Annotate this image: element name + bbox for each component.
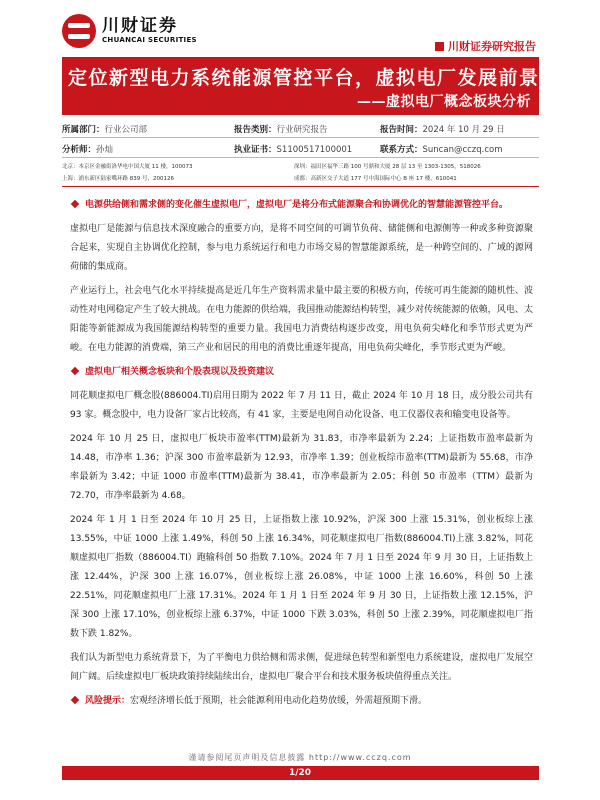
cert-value: S1100517100001 xyxy=(276,145,353,155)
page-number: 1/20 xyxy=(288,768,312,778)
footer-disclaimer[interactable]: 谨请参阅尾页声明及信息披露 http://www.cczq.com xyxy=(188,753,412,762)
report-body xyxy=(70,196,533,716)
address-chengdu: 成都：高新区交子大道 177 号中海国际中心 B 座 17 楼，610041 xyxy=(294,176,457,182)
meta-row-2 xyxy=(62,138,539,158)
summary-point-1: 电源供给侧和需求侧的变化催生虚拟电厂，虚拟电厂是将分布式能源聚合和协调优化的智慧能源管控平台。 xyxy=(70,196,533,215)
paragraph: 2024 年 1 月 1 日至 2024 年 10 月 25 日，上证指数上涨 10.92%，沪深 300 上涨 15.31%，创业板综上涨 13.55%，中证 1000 上涨 1.49%，科创 50 上涨 16.34%，同花顺虚拟电厂指数(886004.TI)上涨 3.82%，同花顺虚拟电厂指数（886004.TI）跑输科创 50 指数 7.10%。2024 年 7 月 1 日至 2024 年 9 月 30 日，上证指数上涨 12.44%，沪深 300 上涨 16.07%，创业板综上涨 26.08%，中证 1000 上涨 16.60%，科创 50 上涨 22.51%，同花顺虚拟电厂上涨 17.31%。2024 年 1 月 1 日至 2024 年 9 月 30 日，上证指数上涨 12.15%，沪深 300 上涨 17.10%，创业板综上涨 6.37%，中证 1000 下跌 3.03%，科创 50 上涨 2.39%，同花顺虚拟电厂指数下跌 1.82%。 xyxy=(70,515,533,639)
paragraph: 同花顺虚拟电厂概念股(886004.TI)启用日期为 2022 年 7 月 11 日，截止 2024 年 10 月 18 日，成分股公司共有 93 家。概念股中，电力设备厂家占比较高，有 41 家，主要是电网自动化设备、电工仪器仪表和输变电设备等。 xyxy=(70,391,533,420)
paragraph: 虚拟电厂是能源与信息技术深度融合的重要方向，是将不同空间的可调节负荷、储能侧和电源侧等一种或多种资源聚合起来，实现自主协调优化控制，参与电力系统运行和电力市场交易的智慧能源系统，是一种跨空间的、广域的源网荷储的集成商。 xyxy=(70,224,533,272)
office-addresses xyxy=(62,160,539,184)
category-value: 行业研究报告 xyxy=(276,125,328,135)
divider xyxy=(62,186,539,187)
diamond-bullet-icon xyxy=(71,200,79,208)
report-subtitle: ——虚拟电厂概念板块分析 xyxy=(357,94,531,110)
paragraph: 我们认为新型电力系统背景下，为了平衡电力供给侧和需求侧，促进绿色转型和新型电力系统建设，虚拟电厂发展空间广阔。后续虚拟电厂板块政策持续陆续出台，虚拟电厂聚合平台和技术服务板块值得重点关注。 xyxy=(70,653,533,682)
paragraph: 产业运行上，社会电气化水平持续提高是近几年生产资料需求量中最主要的积极方向，传统可再生能源的随机性、波动性对电网稳定产生了较大挑战。在电力能源的供给端，我国推动能源结构转型，减少对传统能源的依赖，风电、太阳能等新能源成为我国能源结构转型的重要力量。我国电力消费结构逐步改变，用电负荷尖峰化和季节形式更为严峻。在电力能源的消费端，第三产业和居民的用电的消费比重逐年提高，用电负荷尖峰化，季节形式更为严峻。 xyxy=(70,286,533,353)
company-logo xyxy=(62,14,197,48)
logo-icon xyxy=(62,14,96,48)
square-icon xyxy=(435,42,444,51)
analyst-label: 分析师： xyxy=(62,145,97,155)
contact-label: 联系方式： xyxy=(380,145,423,155)
cert-label: 执业证书： xyxy=(234,145,277,155)
paragraph: 2024 年 10 月 25 日，虚拟电厂板块市盈率(TTM)最新为 31.83，市净率最新为 2.24；上证指数市盈率最新为 14.48，市净率 1.36；沪深 300 市盈率最新为 12.93，市净率 1.39；创业板综市盈率(TTM)最新为 55.68，市净率最新为 3.42；中证 1000 市盈率(TTM)最新为 38.41，市净率最新为 2.05；科创 50 市盈率（TTM）最新为 72.70，市净率最新为 4.68。 xyxy=(70,434,533,501)
report-meta xyxy=(62,118,539,158)
report-type-label xyxy=(435,38,536,54)
report-header xyxy=(0,0,600,58)
category-label: 报告类别： xyxy=(234,125,277,135)
contact-value[interactable]: Suncan@cczq.com xyxy=(422,145,503,155)
diamond-bullet-icon xyxy=(71,696,79,704)
date-label: 报告时间： xyxy=(380,125,423,135)
address-shenzhen: 深圳：福田区福华三路 100 号鼎和大厦 28 层 13 至 1303-1305，518026 xyxy=(294,164,481,170)
report-title: 定位新型电力系统能源管控平台，虚拟电厂发展前景广阔 xyxy=(68,67,581,89)
date-value: 2024 年 10 月 29 日 xyxy=(422,125,505,135)
address-beijing: 北京：本京区金融街洛华电中国大厦 11 楼，100073 xyxy=(62,164,193,170)
report-type-text: 川财证券研究报告 xyxy=(448,40,536,53)
address-shanghai: 上海：浦东新区陆家嘴环路 839 号，200126 xyxy=(62,176,174,182)
analyst-value: 孙灿 xyxy=(96,145,114,155)
logo-en-text: CHUANCAI SECURITIES xyxy=(102,36,197,44)
risk-warning: 风险提示：宏观经济增长低于预期，社会能源利用电动化趋势放缓，外需超预期下滑。 xyxy=(70,692,533,711)
meta-row-1 xyxy=(62,118,539,138)
summary-point-2: 虚拟电厂相关概念板块和个股表现以及投资建议 xyxy=(70,363,533,382)
dept-label: 所属部门： xyxy=(62,125,105,135)
title-band xyxy=(62,57,581,115)
diamond-bullet-icon xyxy=(71,367,79,375)
logo-cn-text: 川财证券 xyxy=(102,16,178,36)
dept-value: 行业公司部 xyxy=(104,125,148,135)
